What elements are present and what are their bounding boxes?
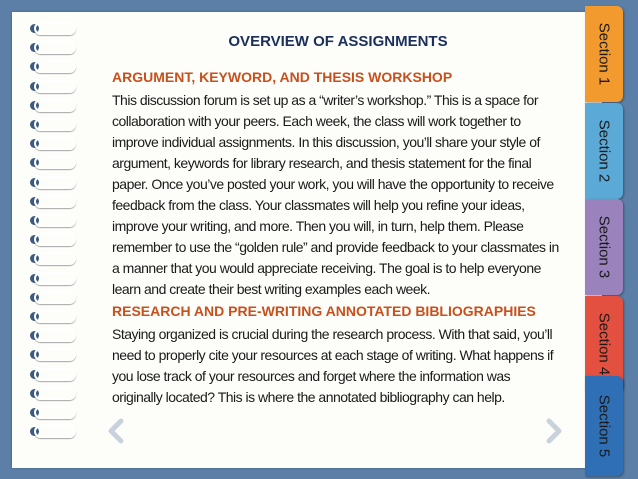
text-line: need to properly cite your resources at each stage of writing. What happens if	[112, 347, 554, 363]
spiral-ring	[30, 22, 76, 35]
spiral-ring	[30, 80, 76, 93]
spiral-ring	[30, 406, 76, 419]
spiral-ring	[30, 291, 76, 304]
text-line: improve individual assignments. In this discussion, you’ll share your style of	[112, 134, 540, 150]
spiral-ring	[30, 233, 76, 246]
text-line: a manner that you would appreciate receiving. The goal is to help everyone	[112, 260, 541, 276]
spiral-ring	[30, 348, 76, 361]
spiral-ring	[30, 214, 76, 227]
tab-label: Section 1	[595, 22, 613, 86]
spiral-ring	[30, 195, 76, 208]
tab-section-3[interactable]	[585, 199, 623, 295]
bibliographies-paragraph	[112, 324, 570, 408]
text-line: Staying organized is crucial during the research process. With that said, you’ll	[112, 326, 553, 342]
chevron-right-icon[interactable]	[540, 418, 566, 444]
text-line: This discussion forum is set up as a “writer’s workshop.” This is a space for	[112, 92, 539, 108]
text-line: originally located? This is where the annotated bibliography can help.	[112, 389, 505, 405]
spiral-ring	[30, 387, 76, 400]
spiral-ring	[30, 156, 76, 169]
tab-label: Section 5	[595, 394, 613, 458]
text-line: remember to use the “golden rule” and provide feedback to your classmates in	[112, 239, 559, 255]
spiral-ring	[30, 329, 76, 342]
section-heading-workshop: ARGUMENT, KEYWORD, AND THESIS WORKSHOP	[112, 69, 453, 85]
tab-section-2[interactable]	[585, 103, 623, 199]
text-line: improve your writing, and more. Then you will, in turn, help them. Please	[112, 218, 524, 234]
tab-label: Section 2	[595, 119, 613, 183]
tab-label: Section 4	[595, 312, 613, 376]
spiral-ring	[30, 310, 76, 323]
text-line: learn and create their best writing examples each week.	[112, 281, 431, 297]
text-line: feedback from the class. Your classmates will help you refine your ideas,	[112, 197, 525, 213]
tab-section-1[interactable]	[585, 6, 623, 102]
spiral-ring	[30, 252, 76, 265]
tab-label: Section 3	[595, 215, 613, 279]
text-line: collaboration with your peers. Each week, the class will work together to	[112, 113, 521, 129]
text-line: argument, keywords for library research, and thesis statement for the final	[112, 155, 532, 171]
page-title: OVERVIEW OF ASSIGNMENTS	[228, 33, 448, 50]
text-line: paper. Once you’ve posted your work, you will have the opportunity to receive	[112, 176, 554, 192]
tab-section-5[interactable]	[585, 376, 623, 476]
spiral-ring	[30, 41, 76, 54]
chevron-left-icon[interactable]	[104, 418, 130, 444]
section-heading-bibliographies: RESEARCH AND PRE-WRITING ANNOTATED BIBLIOGRAPHIES	[112, 303, 536, 319]
spiral-ring	[30, 425, 76, 438]
spiral-ring	[30, 176, 76, 189]
spiral-ring	[30, 368, 76, 381]
spiral-ring	[30, 272, 76, 285]
text-line: you lose track of your resources and forget where the information was	[112, 368, 511, 384]
spiral-ring	[30, 60, 76, 73]
spiral-ring	[30, 137, 76, 150]
workshop-paragraph	[112, 90, 570, 300]
spiral-ring	[30, 99, 76, 112]
spiral-binding	[0, 22, 76, 462]
spiral-ring	[30, 118, 76, 131]
